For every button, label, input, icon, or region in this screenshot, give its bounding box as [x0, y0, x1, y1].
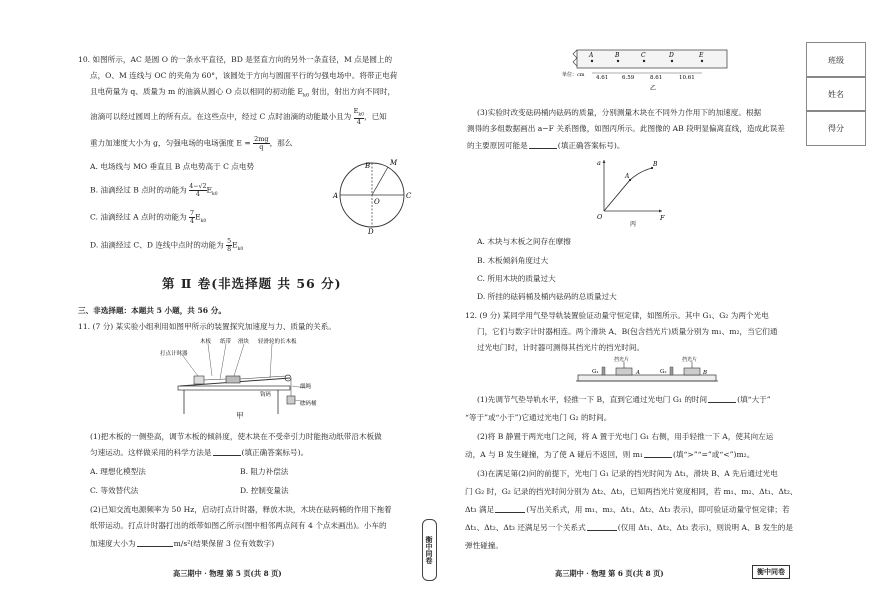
tape-value-cd: 8.61 [650, 75, 663, 81]
q10-line-5-text: 重力加速度大小为 g，匀强电场的电场强度 E = [90, 138, 251, 148]
q10-line-4 [90, 108, 387, 126]
table-top [178, 386, 290, 390]
q10-frac-2mg-q [253, 136, 269, 151]
q11-p1-text: 匀速运动。这样做采用的科学方法是 [90, 448, 212, 457]
q10-line-3 [90, 87, 395, 101]
point-c [643, 60, 645, 62]
tape-label-a: A [589, 52, 594, 59]
q12-p2-answer-blank[interactable] [644, 450, 672, 458]
q10-circle-figure [330, 155, 415, 235]
q11-p1-option-d: D. 控制变量法 [240, 486, 289, 495]
option-c-text: C. 油滴经过 A 点时的动能为 [90, 212, 187, 222]
tape-value-ab: 4.61 [596, 75, 609, 81]
q11-p1-option-a: A. 理想化模型法 [90, 467, 146, 476]
q11-p2-answer-blank[interactable] [137, 539, 173, 547]
tape-strip [577, 50, 727, 68]
q11-p2-line-3 [90, 539, 274, 549]
q11-p2-line-2: 纸带运动。打点计时器打出的纸带如图乙所示(图中相邻两点间有 4 个点未画出)。小车的 [90, 521, 387, 530]
q10-line-4-text: 油滴可以经过圆周上的所有点。在这些点中，经过 C 点时油滴的动能最小且为 [90, 112, 352, 122]
option-c-sub: k0 [200, 219, 207, 225]
leader-board [208, 344, 212, 376]
q10-line-1: 10. 如图所示，AC 是圆 O 的一条水平直径，BD 是竖直方向的另外一条直径，M 点是圆上的 [78, 55, 393, 64]
q10-line-5-end: ，那么 [269, 138, 293, 148]
q12-p3-tail: (写出关系式，用 m₁、m₂、Δt₁、Δt₂、Δt₃ 表示)，即可验证动量守恒定律；若 [526, 505, 790, 514]
label-o: O [374, 198, 380, 206]
air-track-figure [572, 355, 722, 387]
q11-p3-answer-blank[interactable] [529, 141, 557, 149]
frac-den: 4 [190, 218, 195, 225]
frac-num: E [353, 107, 359, 115]
option-d-sub: k0 [237, 247, 244, 253]
tape-tear-left [573, 50, 577, 66]
q10-line-3-end: 射出，射出方向不同时， [309, 87, 396, 96]
frac-num: 5 [227, 238, 232, 245]
q10-line-5 [90, 136, 292, 151]
label-origin: O [597, 213, 603, 221]
a-axis-arrow [603, 160, 606, 163]
tape-label-b: B [615, 52, 620, 59]
label-d: D [368, 228, 374, 235]
leader-pulley [270, 344, 272, 378]
frac-num: 4−√2 [189, 183, 207, 190]
label-point-a: A [625, 173, 630, 180]
option-b-text: B. 油滴经过 B 点时的动能为 [90, 185, 187, 195]
frac-den: 4 [356, 118, 361, 127]
option-b-frac [189, 183, 206, 198]
q11-p1-line-2 [90, 448, 308, 458]
label-point-b: B [653, 161, 658, 168]
tape-caption: 乙 [650, 85, 657, 92]
q11-p1-option-c: C. 等效替代法 [90, 486, 139, 495]
gate-g1 [602, 367, 605, 375]
q12-p3-text: Δt₃ 满足 [465, 505, 495, 514]
q12-p3-line-5: 弹性碰撞。 [465, 541, 503, 550]
frac-den: q [259, 143, 264, 151]
label-g2: G₂ [660, 369, 667, 375]
label-slider-a: A [636, 370, 640, 376]
q11-p1-option-b: B. 阻力补偿法 [240, 467, 289, 476]
point-e [701, 60, 703, 62]
frac-den: 4 [195, 191, 200, 198]
option-b-sub: k0 [212, 192, 218, 198]
paper-tape [204, 379, 226, 380]
left-footer: 高三期中 · 物理 第 5 页(共 8 页) [173, 569, 282, 578]
q12-p1-line-1 [477, 395, 771, 405]
q12-p3-tail-2: (仅用 Δt₁、Δt₂、Δt₃ 表示)，则说明 A、B 发生的是 [617, 523, 793, 532]
q10-option-c [90, 210, 206, 227]
q11-p3-option-b: B. 木板倾斜角度过大 [477, 256, 549, 265]
q10-option-a: A. 电场线与 MO 垂直且 B 点电势高于 C 点电势 [90, 162, 255, 171]
label-b: B [365, 162, 371, 170]
frac-den: 8 [227, 246, 232, 253]
right-footer: 高三期中 · 物理 第 6 页(共 8 页) [555, 569, 664, 578]
label-m: M [390, 159, 398, 167]
q11-p3-tail: (填正确答案标号)。 [557, 141, 625, 150]
q10-line-4-end: ，已知 [364, 112, 387, 122]
q11-p3-text: 的主要原因可能是 [467, 141, 528, 150]
label-axis-f: F [660, 214, 665, 222]
label-hang: 钩码 [260, 392, 272, 398]
label-block: 滑块 [238, 339, 250, 345]
label-a: A [333, 192, 339, 200]
name-box[interactable]: 姓名 [806, 76, 866, 112]
q11-p3-option-a: A. 木块与木板之间存在摩擦 [477, 237, 571, 246]
air-track [578, 375, 716, 381]
q12-line-3: 过光电门时，计时器可测得其挡光片的挡光时间。 [477, 343, 645, 352]
label-slider-b: B [703, 370, 708, 376]
q11-p1-answer-blank[interactable] [213, 448, 241, 456]
q11-p2-line-1: (2)已知交流电源频率为 50 Hz，启动打点计时器，释放木块，木块在砝码桶的作用下拖着 [90, 505, 392, 514]
fig-caption-jia: 甲 [236, 411, 244, 420]
label-board: 木板 [200, 339, 212, 345]
q12-p1-line-2: “等于”或“小于”)它通过光电门 G₂ 的时间。 [465, 413, 612, 422]
q11-p2-tail: m/s²(结果保留 3 位有效数字) [173, 539, 275, 548]
label-bucket: 砝码桶 [300, 401, 317, 407]
tape-label-c: C [641, 52, 646, 59]
q11-p1-tail: (填正确答案标号)。 [241, 448, 309, 457]
q11-p3-option-d: D. 所挂的砝码桶及桶内砝码的总质量过大 [477, 292, 617, 301]
label-pulley: 轻滑轮的长木板 [258, 339, 297, 345]
section-3-title: 三、非选择题：本题共 5 小题，共 56 分。 [78, 306, 226, 315]
vertical-stamp: 衡中同卷 [422, 519, 437, 581]
stamp-box: 衡中同卷 [752, 565, 790, 579]
q10-option-d [90, 238, 243, 255]
slider-a [616, 368, 632, 375]
q12-p3-text-2: Δt₁、Δt₂、Δt₃ 还满足另一个关系式 [465, 523, 586, 532]
q12-p3-answer-blank-1[interactable] [495, 505, 525, 513]
class-box[interactable]: 班级 [806, 42, 866, 78]
gate-g2 [670, 367, 673, 375]
q11-p3-line-2: 测得的多组数据画出 a−F 关系图像，如图丙所示。此图像的 AB 段明显偏离直线，造成此误差 [467, 124, 785, 133]
tape-unit: 单位：cm [562, 72, 585, 78]
left-page [0, 0, 430, 599]
q12-p3-line-3 [465, 505, 790, 515]
frac-num-sub: k0 [358, 112, 364, 118]
option-d-e: E [232, 240, 238, 250]
timer-body [194, 376, 204, 384]
q12-p3-line-1: (3)在满足第(2)问的前提下，光电门 G₁ 记录的挡光时间为 Δt₁，滑块 B、A 先后通过光电 [477, 469, 778, 478]
q12-p3-line-2: 门 G₂ 时，G₂ 记录的挡光时间分别为 Δt₂、Δt₃，已知两挡光片宽度相同，若 m₁、m₂、Δt₁、Δt₂、 [465, 487, 798, 496]
graph-caption: 丙 [630, 221, 637, 228]
a-f-graph [592, 154, 672, 229]
label-tape: 纸带 [220, 339, 232, 345]
q10-line-2: 点，O、M 连线与 OC 的夹角为 60°，该圆处于方向与圆面平行的匀强电场中。将带正电荷 [90, 71, 398, 80]
q11-p1-line-1: (1)把木板的一侧垫高，调节木板的倾斜度，使木块在不受牵引力时能拖动纸带沿木板做 [90, 432, 382, 441]
option-c-e: E [195, 212, 201, 222]
label-shade-2: 挡光片 [682, 357, 698, 363]
radius-om [372, 167, 388, 195]
point-d [671, 60, 673, 62]
option-d-text: D. 油滴经过 C、D 连线中点时的动能为 [90, 240, 224, 250]
tape-value-de: 10.61 [679, 75, 695, 81]
option-b-e: E [206, 185, 213, 195]
q11-intro: 11. (7 分) 某实验小组利用如图甲所示的装置探究加速度与力、质量的关系。 [78, 322, 336, 331]
q12-p1-text: (1)先调节气垫导轨水平，轻推一下 B，直到它通过光电门 G₁ 的时间 [477, 395, 708, 404]
weight-bucket [287, 396, 295, 404]
q10-frac-ek0-4 [354, 108, 364, 126]
q11-p3-option-c: C. 所用木块的质量过大 [477, 274, 556, 283]
slider-b [684, 368, 700, 375]
q12-p1-tail: (填“大于” [737, 395, 771, 404]
section-2-title: 第 Ⅱ 卷(非选择题 共 56 分) [162, 276, 342, 291]
score-box[interactable]: 得分 [806, 110, 866, 146]
label-g1: G₁ [592, 369, 599, 375]
label-cord: 细绳 [300, 384, 312, 390]
q11-p2-text: 加速度大小为 [90, 539, 136, 548]
q12-p2-line-2 [465, 450, 754, 460]
f-axis-arrow [659, 210, 662, 213]
q12-p2-line-1: (2)将 B 静置于两光电门之间，将 A 置于光电门 G₁ 右侧，用手轻推一下 A，使其向左运 [477, 432, 774, 441]
q10-option-b [90, 183, 218, 200]
q12-p2-tail: (填“>”“=”或“<”)m₂。 [672, 450, 755, 459]
q12-p2-text: 动，A 与 B 发生碰撞，为了使 A 碰后不返回，则 m₁ [465, 450, 643, 459]
q12-p3-answer-blank-2[interactable] [587, 523, 617, 531]
paper-tape-figure [562, 44, 732, 92]
q11-p3-line-3 [467, 141, 624, 151]
q10-line-3-sub: k0 [302, 92, 310, 99]
q12-p3-line-4 [465, 523, 793, 533]
frac-num: 7 [190, 210, 195, 217]
leader-block [234, 344, 244, 376]
label-axis-a: a [597, 159, 601, 167]
tape-value-bc: 6.59 [622, 75, 635, 81]
leader-tape [220, 344, 226, 379]
tape-label-d: D [669, 52, 674, 59]
tape-label-e: E [699, 52, 704, 59]
point-a [591, 60, 593, 62]
label-shade-1: 挡光片 [614, 357, 630, 363]
q12-line-1: 12. (9 分) 某同学用气垫导轨装置验证动量守恒定律，如图所示。其中 G₁、G₂ 为两个光电 [465, 311, 769, 320]
block [226, 376, 240, 383]
point-b [617, 60, 619, 62]
q12-line-2: 门，它们与数字计时器相连。两个滑块 A、B(包含挡光片)质量分别为 m₁、m₂，当它们通 [477, 327, 778, 336]
label-timer: 打点计时器 [160, 351, 188, 357]
q12-p1-answer-blank[interactable] [708, 395, 736, 403]
q11-apparatus-figure [160, 336, 320, 422]
label-c: C [406, 192, 412, 200]
frac-num: 2mg [254, 135, 269, 143]
q10-line-3-text: 且电荷量为 q、质量为 m 的油滴从圆心 O 点以相同的初动能 E [90, 87, 303, 96]
q11-p3-line-1: (3)实验时改变砝码桶内砝码的质量，分别测量木块在不同外力作用下的加速度。根据 [477, 108, 762, 117]
